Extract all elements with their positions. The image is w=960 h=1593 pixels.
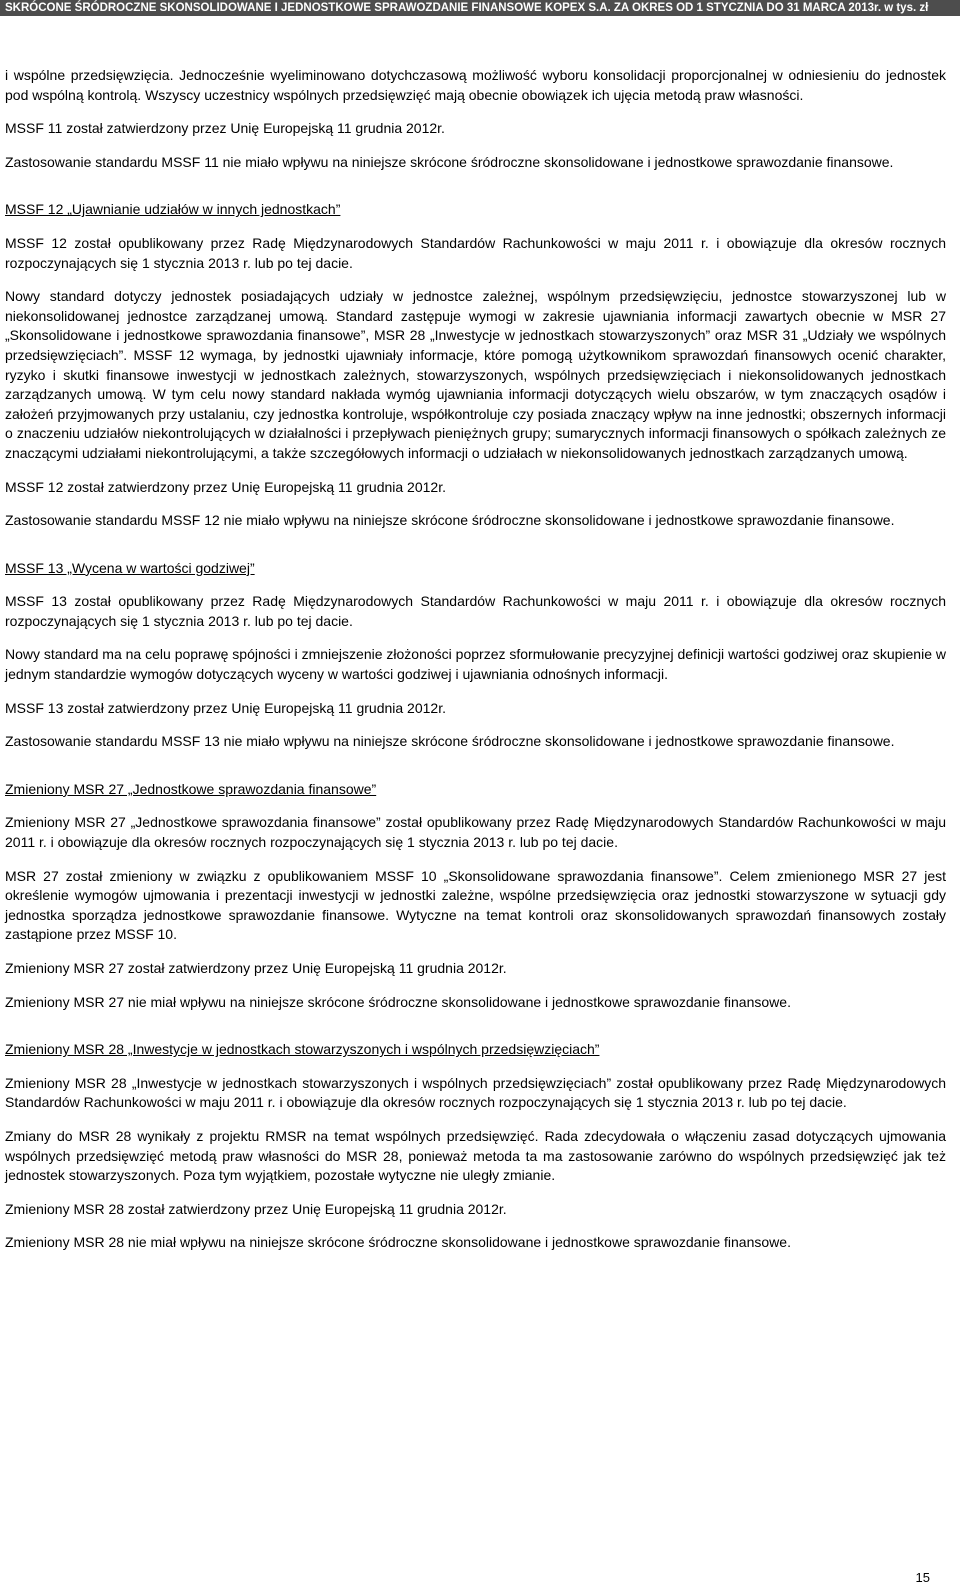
paragraph: Zastosowanie standardu MSSF 12 nie miało wpływu na niniejsze skrócone śródroczne skonsolidowane i jednostkowe sprawozdanie finansowe.	[5, 512, 895, 529]
paragraph: MSSF 11 został zatwierdzony przez Unię Europejską 11 grudnia 2012r.	[5, 120, 445, 137]
paragraph: MSSF 12 został opublikowany przez Radę Międzynarodowych Standardów Rachunkowości w maju 2011 r. i obowiązuje dla okresów rocznych rozpoczynających się 1 stycznia 2013 r. lub po tej dacie.	[5, 234, 946, 271]
section-heading-mssf13: MSSF 13 „Wycena w wartości godziwej”	[5, 559, 255, 576]
paragraph: Zmieniony MSR 27 nie miał wpływu na niniejsze skrócone śródroczne skonsolidowane i jednostkowe sprawozdanie finansowe.	[5, 993, 791, 1010]
paragraph: MSSF 12 został zatwierdzony przez Unię Europejską 11 grudnia 2012r.	[5, 478, 446, 495]
paragraph: Zmieniony MSR 28 „Inwestycje w jednostkach stowarzyszonych i wspólnych przedsięwzięciach” został opublikowany przez Radę Międzynarodowych Standardów Rachunkowości w maju 2011 r. i obowiązuje dla okresów rocznych rozpoczynających się 1 stycznia 2013 r. lub po tej dacie.	[5, 1074, 946, 1111]
document-body	[5, 66, 946, 1267]
paragraph: Nowy standard ma na celu poprawę spójności i zmniejszenie złożoności poprzez sformułowanie precyzyjnej definicji wartości godziwej oraz skupienie w jednym standardzie wymogów dotyczących wyceny w wartości godziwej i ujawniania odnośnych informacji.	[5, 646, 946, 683]
paragraph: MSSF 13 został opublikowany przez Radę Międzynarodowych Standardów Rachunkowości w maju 2011 r. i obowiązuje dla okresów rocznych rozpoczynających się 1 stycznia 2013 r. lub po tej dacie.	[5, 593, 946, 629]
paragraph: Zmieniony MSR 27 został zatwierdzony przez Unię Europejską 11 grudnia 2012r.	[5, 960, 507, 976]
page-header	[0, 0, 960, 16]
section-heading-mssf12: MSSF 12 „Ujawnianie udziałów w innych jednostkach”	[5, 201, 341, 218]
paragraph: Zmieniony MSR 27 „Jednostkowe sprawozdania finansowe” został opublikowany przez Radę Międzynarodowych Standardów Rachunkowości w maju 2011 r. i obowiązuje dla okresów rocznych rozpoczynających się 1 stycznia 2013 r. lub po tej dacie.	[5, 814, 946, 851]
paragraph: MSSF 13 został zatwierdzony przez Unię Europejską 11 grudnia 2012r.	[5, 699, 446, 716]
paragraph: Zmieniony MSR 28 nie miał wpływu na niniejsze skrócone śródroczne skonsolidowane i jednostkowe sprawozdanie finansowe.	[5, 1234, 791, 1251]
paragraph: Zmieniony MSR 28 został zatwierdzony przez Unię Europejską 11 grudnia 2012r.	[5, 1200, 507, 1217]
section-heading-msr28: Zmieniony MSR 28 „Inwestycje w jednostkach stowarzyszonych i wspólnych przedsięwzięciach”	[5, 1041, 600, 1058]
paragraph: Zastosowanie standardu MSSF 11 nie miało wpływu na niniejsze skrócone śródroczne skonsolidowane i jednostkowe sprawozdanie finansowe.	[5, 153, 894, 170]
paragraph: Zmiany do MSR 28 wynikały z projektu RMSR na temat wspólnych przedsięwzięć. Rada zdecydowała o włączeniu zasad dotyczących ujmowania wspólnych przedsięwzięć metodą praw własności do MSR 28, ponieważ metoda ta ma zastosowanie zarówno do wspólnych przedsięwzięć jak też jednostek stowarzyszonych. Poza tym wyjątkiem, pozostałe wytyczne nie uległy zmianie.	[5, 1127, 946, 1184]
paragraph: Nowy standard dotyczy jednostek posiadających udziały w jednostce zależnej, wspólnym przedsięwzięciu, jednostce stowarzyszonej lub w niekonsolidowanej jednostce zarządzanej umową. Standard zastępuje wymogi w zakresie ujawniania informacji zawartych obecnie w MSR 27 „Skonsolidowane i jednostkowe sprawozdania finansowe”, MSR 28 „Inwestycje w jednostkach stowarzyszonych” oraz MSR 31 „Udziały we wspólnych przedsięwzięciach”. MSSF 12 wymaga, by jednostki ujawniały informacje, które pomogą użytkownikom sprawozdań finansowych ocenić charakter, ryzyko i skutki finansowe inwestycji w jednostkach zależnych, stowarzyszonych, wspólnych przedsięwzięciach i niekonsolidowanych jednostkach zarządzanych umową. W tym celu nowy standard nakłada wymóg ujawniania informacji dotyczących wielu obszarów, w tym znaczących osądów i założeń przyjmowanych przy ustalaniu, czy jednostka kontroluje, współkontroluje czy posiada znaczący wpływ na inne jednostki; obszernych informacji o znaczeniu udziałów niekontrolujących w działalności i przepływach pieniężnych grupy; sumarycznych informacji finansowych o spółkach zależnych ze znaczącymi udziałami niekontrolującymi, a także szczegółowych informacji o udziałach w niekonsolidowanych jednostkach zarządzanych umową.	[5, 288, 946, 461]
paragraph: Zastosowanie standardu MSSF 13 nie miało wpływu na niniejsze skrócone śródroczne skonsolidowane i jednostkowe sprawozdanie finansowe.	[5, 733, 895, 750]
section-heading-msr27: Zmieniony MSR 27 „Jednostkowe sprawozdania finansowe”	[5, 780, 377, 797]
paragraph: i wspólne przedsięwzięcia. Jednocześnie wyeliminowano dotychczasową możliwość wyboru konsolidacji proporcjonalnej w odniesieniu do jednostek pod wspólną kontrolą. Wszyscy uczestnicy wspólnych przedsięwzięć mają obecnie obowiązek ich ujęcia metodą praw własności.	[5, 67, 946, 103]
page-number: 15	[915, 1570, 930, 1585]
paragraph: MSR 27 został zmieniony w związku z opublikowaniem MSSF 10 „Skonsolidowane sprawozdania finansowe”. Celem zmienionego MSR 27 jest określenie wymogów ujmowania i prezentacji inwestycji w jednostki zależne, wspólne przedsięwzięcia oraz jednostki stowarzyszone w sytuacji gdy jednostka sporządza jednostkowe sprawozdanie finansowe. Wytyczne na temat kontroli oraz skonsolidowanych sprawozdań finansowych zostały zastąpione przez MSSF 10.	[5, 867, 946, 943]
header-title: SKRÓCONE ŚRÓDROCZNE SKONSOLIDOWANE I JEDNOSTKOWE SPRAWOZDANIE FINANSOWE KOPEX S.A. ZA OKRES OD 1 STYCZNIA DO 31 MARCA 2013r. w tys. zł	[5, 2, 929, 14]
